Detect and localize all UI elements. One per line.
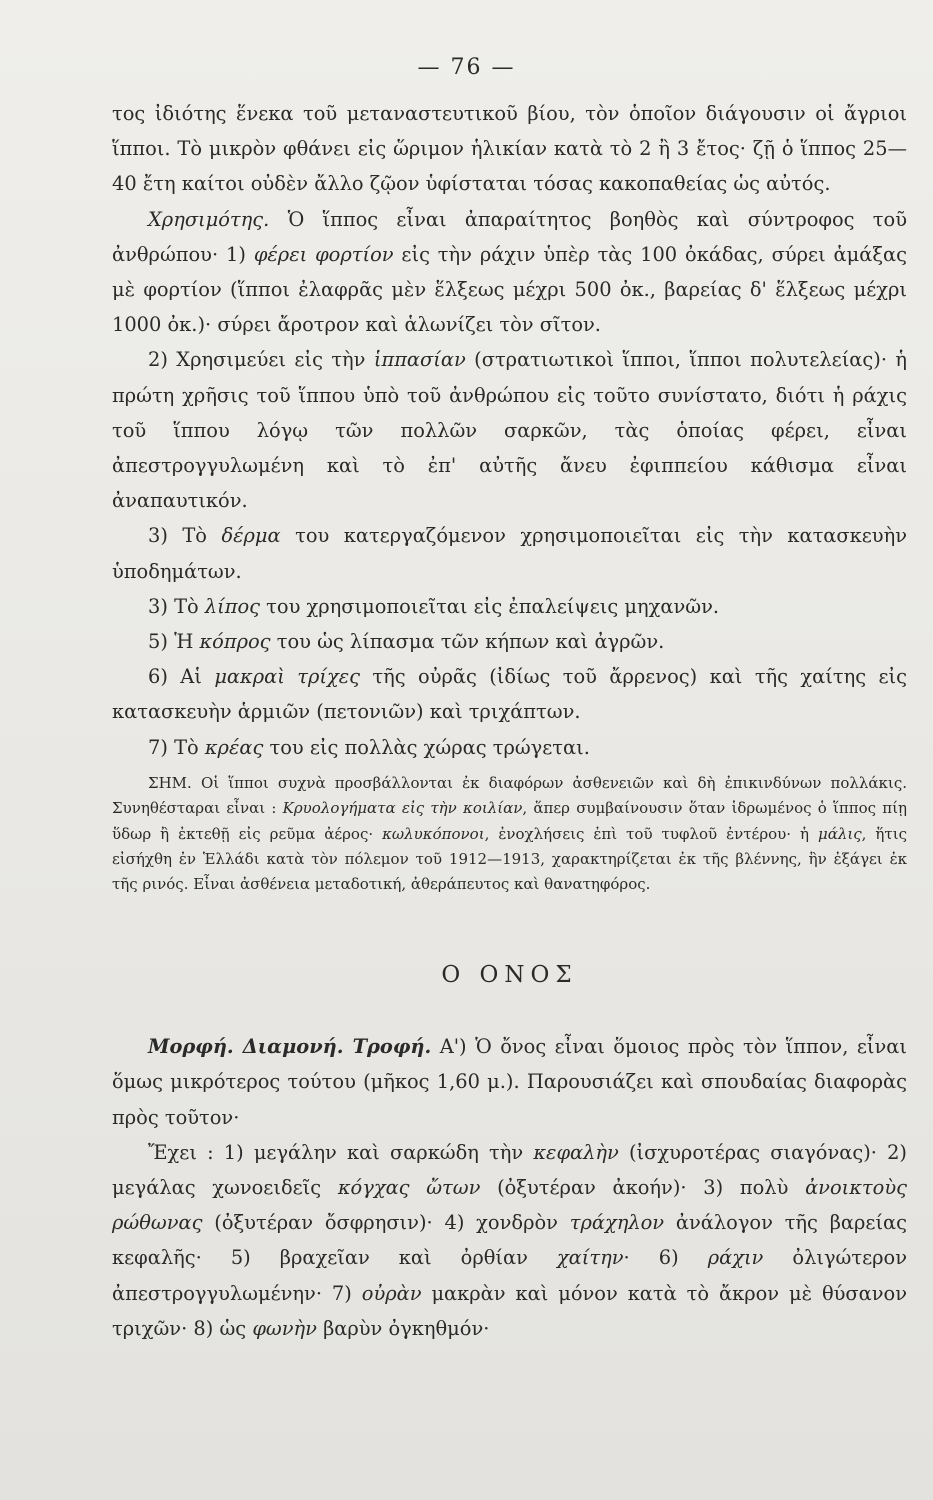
text-run: , ἥτις εἰσήχθη ἐν Ἑλλάδι κατὰ τὸν πόλεμον τοῦ 1912—1913, χαρακτηρίζεται ἐκ τῆς βλέννης, ἣν ἐξάγει ἐκ τῆς ρινός. Εἶναι ἀσθένεια μεταδοτική, ἀθεράπευτος καὶ θανατηφόρος. [112,824,907,894]
emphasis: φωνὴν [252,1316,317,1340]
emphasis: οὐρὰν [361,1281,422,1305]
emphasis: ἱππασίαν [373,348,466,372]
emphasis: χαίτην [556,1246,624,1270]
text-run: ὀλιγώτερον ἀπεστρογγυλωμένην· 7) [112,1246,907,1305]
emphasis: κρέας [204,735,264,759]
text-run: (ἰσχυροτέρας σιαγόνας)· 2) μεγάλας χωνοειδεῖς [112,1140,907,1199]
text-run: Ἔχει : 1) μεγάλην καὶ σαρκώδη τὴν [148,1140,534,1164]
paragraph-usefulness [112,202,907,343]
text-run: μακρὰν καὶ μόνον κατὰ τὸ ἄκρον μὲ θύσανον τριχῶν· 8) ὡς [112,1281,907,1340]
text-run: του ὡς λίπασμα τῶν κήπων καὶ ἀγρῶν. [270,630,665,654]
text-run: του εἰς πολλὰς χώρας τρώγεται. [263,735,590,759]
paragraph-continuation: τος ἰδιότης ἕνεκα τοῦ μεταναστευτικοῦ βίου, τὸν ὁποῖον διάγουσιν οἱ ἄγριοι ἵπποι. Τὸ μικρὸν φθάνει εἰς ὥριμον ἡλικίαν κατὰ τὸ 2 ἢ 3 ἔτος· ζῇ ὁ ἵππος 25—40 ἔτη καίτοι οὐδὲν ἄλλο ζῷον ὑφίσταται τόσας κακοπαθείας ὡς αὐτός. [112,102,907,196]
text-run: βαρὺν ὀγκηθμόν· [316,1316,490,1340]
text-run: εἰς τὴν ράχιν ὑπὲρ τὰς 100 ὀκάδας, σύρει ἁμάξας μὲ φορτίον (ἵπποι ἐλαφρᾶς μὲν ἕλξεως μέχρι 500 ὀκ., βαρείας δ' ἕλξεως μέχρι 1000 ὀκ.)· σύρει ἄροτρον καὶ ἁλωνίζει τὸν σῖτον. [112,242,907,337]
text-run: του χρησιμοποιεῖται εἰς ἐπαλείψεις μηχανῶν. [260,594,720,618]
footnote [112,771,907,898]
text-run: (ὀξυτέραν ἀκοήν)· 3) πολὺ [480,1175,806,1199]
text-run: · 6) [623,1246,708,1270]
emphasis: Κρυολογήματα εἰς τὴν κοιλίαν [282,799,523,818]
text-run: 3) Τὸ [148,594,205,618]
emphasis: ράχιν [707,1246,764,1270]
emphasis: κεφαλὴν [533,1140,619,1164]
paragraph-form [112,1029,907,1135]
paragraph-riding [112,342,907,518]
paragraph-hair [112,659,907,729]
text-run: τῆς οὐρᾶς (ἰδίως τοῦ ἄρρενος) καὶ τῆς χαίτης εἰς κατασκευὴν ἁρμιῶν (πετονιῶν) καὶ τριχάπτων. [112,665,907,724]
emphasis: τράχηλον [569,1211,665,1235]
text-run: Α') Ὁ ὄνος εἶναι ὅμοιος πρὸς τὸν ἵππον, εἶναι ὅμως μικρότερος τούτου (μῆκος 1,60 μ.). Παρουσιάζει καὶ σπουδαίας διαφορὰς πρὸς τοῦτον· [112,1035,907,1129]
emphasis: κόπρος [199,630,271,654]
text-run: ἀνάλογον τῆς βαρείας κεφαλῆς· 5) βραχεῖαν καὶ ὀρθίαν [112,1211,908,1270]
text-run: 6) Αἱ [148,665,215,689]
emphasis: δέρμα [221,524,281,548]
emphasis: κόγχας ὤτων [337,1175,481,1199]
text-run: , ἐνοχλήσεις ἐπὶ τοῦ τυφλοῦ ἐντέρου· ἡ [484,824,818,843]
paragraph-skin [112,518,907,588]
text-run: 5) Ἡ [148,630,200,654]
page-number: — 76 — [417,55,516,80]
text-run: (ὀξυτέραν ὄσφρησιν)· 4) χονδρὸν [202,1211,570,1235]
emphasis: μακραὶ τρίχες [214,665,360,689]
text-run: (στρατιωτικοὶ ἵπποι, ἵπποι πολυτελείας)· ἡ πρώτη χρῆσις τοῦ ἵππου ὑπὸ τοῦ ἀνθρώπου εἰς τοῦτο συνίστατο, διότι ἡ ράχις τοῦ ἵππου λόγῳ τῶν πολλῶν σαρκῶν, τὰς ὁποίας φέρει, εἶναι ἀπεστρογγυλωμένη καὶ τὸ ἐπ' αὐτῆς ἄνευ ἐφιππείου κάθισμα εἶναι ἀναπαυτικόν. [112,348,907,513]
text-run: του κατεργαζόμενον χρησιμοποιεῖται εἰς τὴν κατασκευὴν ὑποδημάτων. [112,524,907,583]
paragraph-heading: Μορφή. Διαμονή. Τροφή. [148,1035,432,1059]
paragraph-fat [112,589,907,624]
emphasis: κωλυκόπονοι [382,824,485,843]
paragraph-features [112,1135,907,1346]
text-run: 3) Τὸ [148,524,222,548]
paragraph-meat [112,730,907,765]
emphasis: λίπος [204,594,261,618]
body-text [112,96,907,1346]
text-run: Ὁ ἵππος εἶναι ἀπαραίτητος βοηθὸς καὶ σύντροφος τοῦ ἀνθρώπου· 1) [112,207,907,266]
section-title: Ο ΟΝΟΣ [441,961,578,988]
text-run: 2) Χρησιμεύει εἰς τὴν [148,348,374,372]
emphasis: μάλις [818,824,862,843]
text-run: 7) Τὸ [148,735,205,759]
emphasis: ἀνοικτοὺς ρώθωνας [112,1175,907,1235]
paragraph-manure [112,624,907,659]
paragraph-heading: Χρησιμότης. [148,207,270,231]
text-run: ΣΗΜ. Οἱ ἵπποι συχνὰ προσβάλλονται ἐκ διαφόρων ἀσθενειῶν καὶ δὴ ἐπικινδύνων πολλάκις. Συνηθέσταραι εἶναι : [112,773,907,818]
text-run: , ἅπερ συμβαίνουσιν ὅταν ἱδρωμένος ὁ ἵππος πίῃ ὕδωρ ἢ ἐκτεθῇ εἰς ρεῦμα ἀέρος· [112,799,907,843]
emphasis: φέρει φορτίον [253,242,394,266]
